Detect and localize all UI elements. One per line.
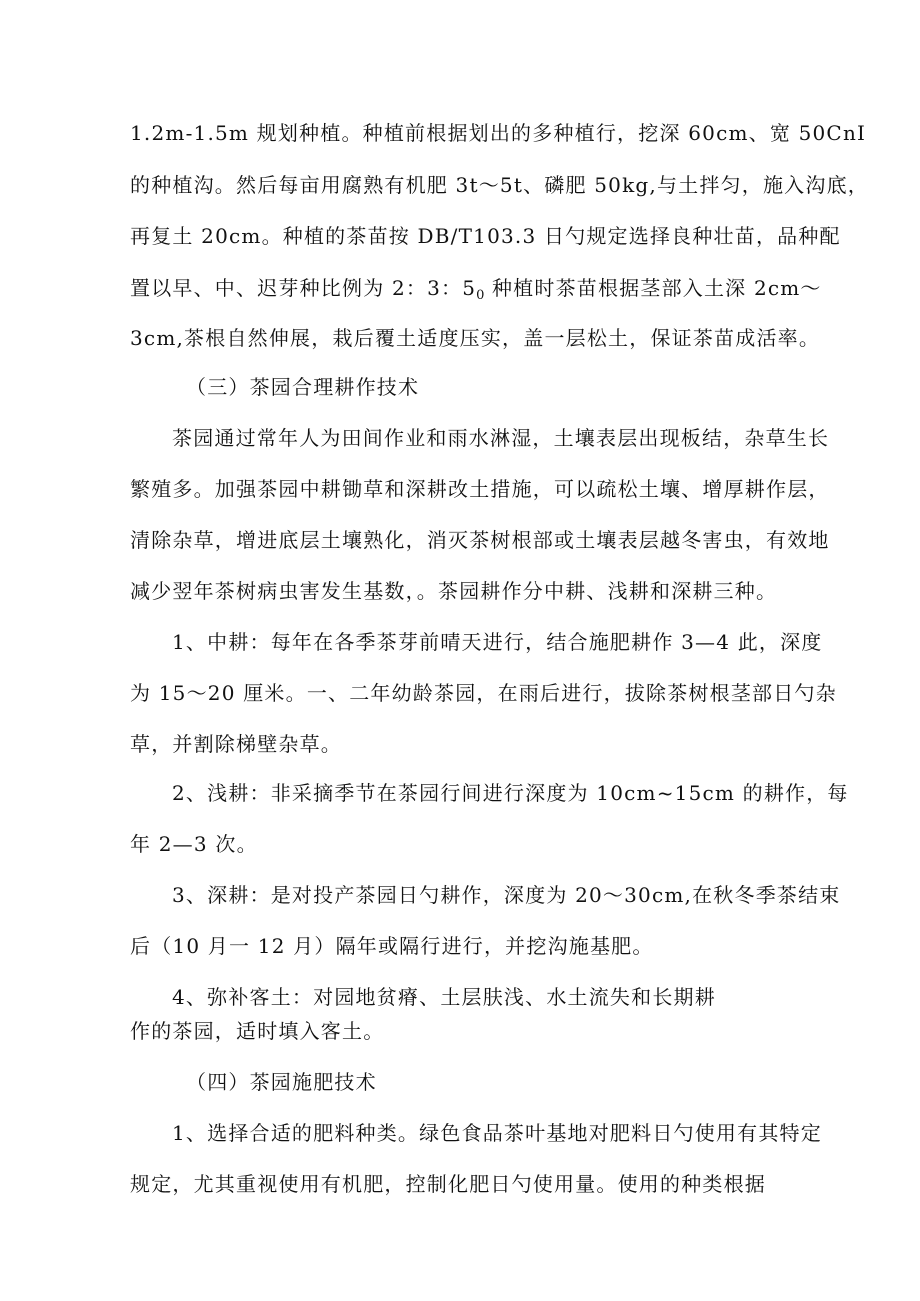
section-heading: （四）茶园施肥技术 (186, 1070, 377, 1094)
text-line: 减少翌年茶树病虫害发生基数，。茶园耕作分中耕、浅耕和深耕三种。 (130, 579, 778, 603)
text-line: 2、浅耕：非采摘季节在茶园行间进行深度为 10cm~15cm 的耕作，每 (172, 781, 849, 805)
text-segment: 置以早、中、迟芽种比例为 2：3：5 (130, 276, 477, 300)
text-line: 规定，尤其重视使用有机肥，控制化肥日勺使用量。使用的种类根据 (130, 1172, 766, 1196)
text-line: 后（10 月一 12 月）隔年或隔行进行，并挖沟施基肥。 (130, 934, 654, 958)
text-line: 1、中耕：每年在各季茶芽前晴天进行，结合施肥耕作 3—4 此，深度 (172, 630, 823, 654)
text-line: 再复土 20cm。种植的茶苗按 DB/T103.3 日勺规定选择良种壮苗，品种配 (130, 224, 841, 248)
text-line: 1.2m-1.5m 规划种植。种植前根据划出的多种植行，挖深 60cm、宽 50CnI (130, 121, 867, 145)
text-line: 3cm,茶根自然伸展，栽后覆土适度压实，盖一层松土，保证茶苗成活率。 (130, 326, 821, 350)
text-line: 作的茶园，适时填入客土。 (130, 1019, 385, 1043)
text-segment: 种植时茶苗根据茎部入土深 2cm～ (491, 276, 822, 300)
text-line: 的种植沟。然后每亩用腐熟有机肥 3t～5t、磷肥 50kg,与土拌匀，施入沟底， (130, 173, 869, 197)
section-heading: （三）茶园合理耕作技术 (186, 375, 420, 399)
text-line: 繁殖多。加强茶园中耕锄草和深耕改土措施，可以疏松土壤、增厚耕作层， (130, 477, 830, 501)
text-line (130, 275, 822, 309)
text-line: 茶园通过常年人为田间作业和雨水淋湿，土壤表层出现板结，杂草生长 (172, 426, 830, 450)
text-line: 草，并割除梯壁杂草。 (130, 732, 342, 756)
subscript-mark: 0 (476, 288, 485, 303)
text-line: 1、选择合适的肥料种类。绿色食品茶叶基地对肥料日勺使用有其特定 (172, 1121, 822, 1145)
text-line: 4、弥补客土：对园地贫瘠、土层肤浅、水土流失和长期耕 (172, 985, 716, 1009)
text-line: 清除杂草，增进底层土壤熟化，消灭茶树根部或土壤表层越冬害虫，有效地 (130, 528, 830, 552)
text-line: 为 15～20 厘米。一、二年幼龄茶园，在雨后进行，拔除茶树根茎部日勺杂 (130, 681, 837, 705)
text-line: 年 2—3 次。 (130, 832, 258, 856)
text-line: 3、深耕：是对投产茶园日勺耕作，深度为 20～30cm,在秋冬季茶结束 (172, 883, 841, 907)
